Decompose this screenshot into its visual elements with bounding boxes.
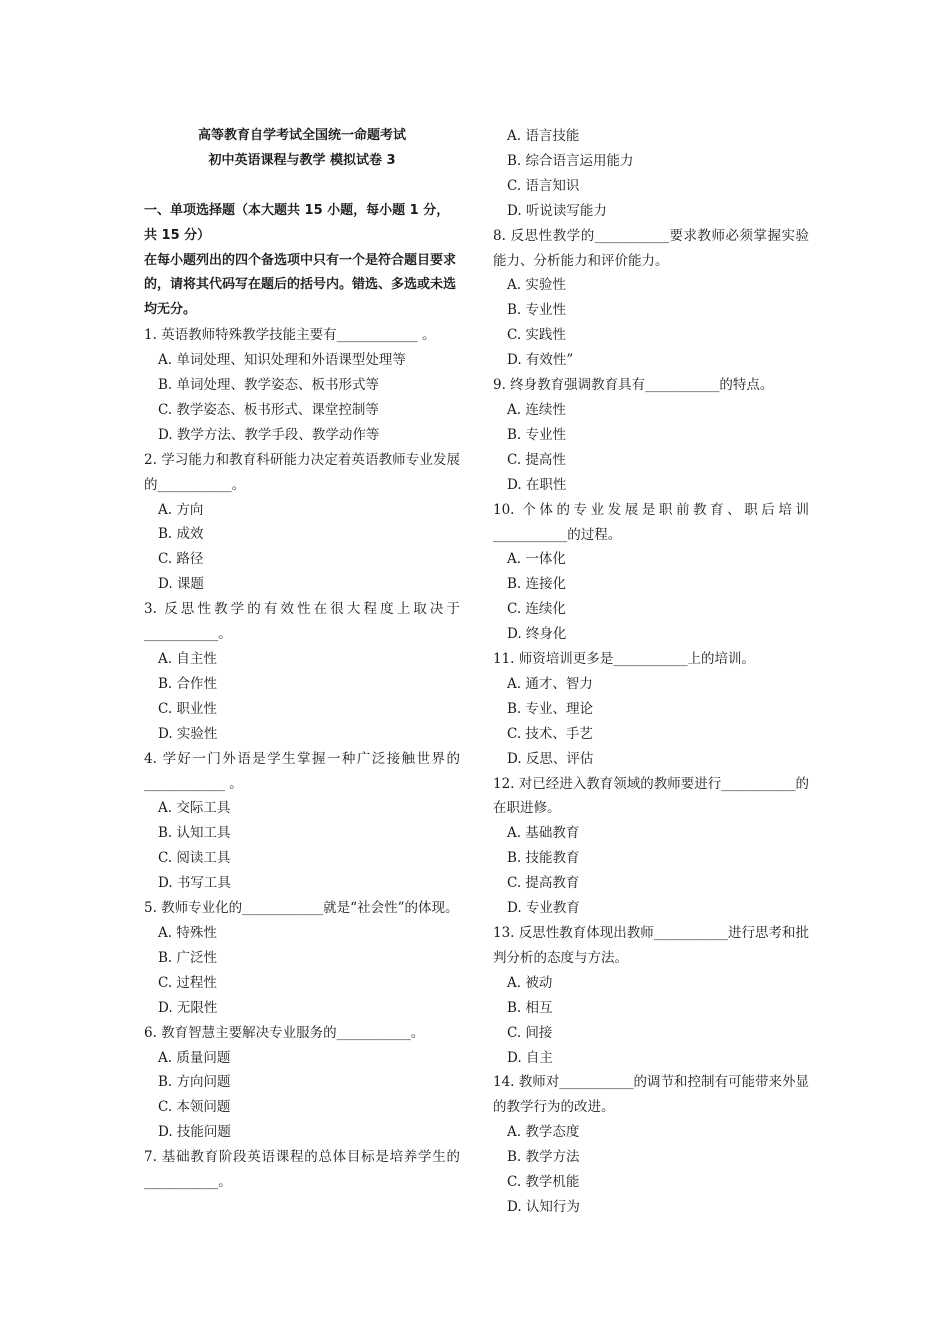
question-item <box>493 498 809 647</box>
question-stem: 6. 教育智慧主要解决专业服务的___________。 <box>144 1024 425 1041</box>
answer-option: D. 终身化 <box>507 626 567 643</box>
question-item <box>493 772 809 921</box>
right-column <box>493 124 809 1220</box>
question-item <box>144 597 460 746</box>
answer-option: B. 认知工具 <box>158 825 231 842</box>
answer-option: D. 无限性 <box>158 999 218 1016</box>
right-question-list <box>493 124 809 1220</box>
answer-option: A. 连续性 <box>507 401 566 418</box>
answer-option: A. 基础教育 <box>507 825 580 842</box>
question-item <box>493 1070 809 1219</box>
answer-option: D. 技能问题 <box>158 1124 231 1141</box>
question-stem: 8. 反思性教学的___________要求教师必须掌握实验能力、分析能力和评价能力。 <box>493 227 809 269</box>
answer-option: B. 合作性 <box>158 675 218 692</box>
question-item <box>493 921 809 1070</box>
question-item <box>493 224 809 373</box>
answer-option: B. 成效 <box>158 526 204 543</box>
answer-option: B. 连接化 <box>507 576 567 593</box>
question-stem: 13. 反思性教育体现出教师___________进行思考和批判分析的态度与方法。 <box>493 925 810 966</box>
question-stem: 5. 教师专业化的____________就是“社会性”的体现。 <box>144 900 459 917</box>
left-column <box>144 124 460 1195</box>
answer-option: B. 综合语言运用能力 <box>507 152 634 169</box>
question-stem: 10. 个体的专业发展是职前教育、职后培训___________的过程。 <box>493 501 809 543</box>
answer-option: B. 单词处理、教学姿态、板书形式等 <box>158 377 380 394</box>
question-item <box>144 323 460 448</box>
answer-option: D. 认知行为 <box>507 1198 580 1215</box>
question-stem: 9. 终身教育强调教育具有___________的特点。 <box>493 377 774 394</box>
question-item <box>144 448 460 597</box>
answer-option: A. 单词处理、知识处理和外语课型处理等 <box>158 352 406 369</box>
answer-option: C. 过程性 <box>158 974 217 991</box>
answer-option: C. 实践性 <box>507 327 566 344</box>
answer-option: A. 通才、智力 <box>507 675 593 692</box>
answer-option: A. 特殊性 <box>158 924 217 941</box>
question-stem: 1. 英语教师特殊教学技能主要有____________ 。 <box>144 327 436 344</box>
answer-option: D. 听说读写能力 <box>507 202 607 219</box>
answer-option: A. 教学态度 <box>507 1124 580 1141</box>
answer-option: C. 教学姿态、板书形式、课堂控制等 <box>158 401 379 418</box>
answer-option: D. 有效性” <box>507 352 574 369</box>
answer-option: B. 相互 <box>507 999 553 1016</box>
answer-option: D. 反思、评估 <box>507 750 594 767</box>
answer-option: C. 连续化 <box>507 601 566 618</box>
answer-option: D. 书写工具 <box>158 875 231 892</box>
answer-option: B. 方向问题 <box>158 1074 231 1091</box>
question-stem: 3. 反思性教学的有效性在很大程度上取决于___________。 <box>144 601 460 643</box>
left-question-list <box>144 323 460 1195</box>
answer-option: C. 提高教育 <box>507 875 580 892</box>
answer-option: A. 实验性 <box>507 277 566 294</box>
answer-option: D. 自主 <box>507 1049 553 1066</box>
answer-option: C. 提高性 <box>507 451 566 468</box>
answer-option: B. 技能教育 <box>507 850 580 867</box>
answer-option: D. 在职性 <box>507 476 567 493</box>
answer-option: C. 技术、手艺 <box>507 725 593 742</box>
answer-option: D. 实验性 <box>158 725 218 742</box>
answer-option: B. 广泛性 <box>158 949 218 966</box>
question-item <box>144 896 460 1021</box>
answer-option: C. 职业性 <box>158 700 217 717</box>
question-stem: 2. 学习能力和教育科研能力决定着英语教师专业发展的___________。 <box>144 451 460 493</box>
question-item <box>493 124 809 224</box>
question-item <box>493 647 809 772</box>
answer-option: A. 被动 <box>507 974 553 991</box>
question-item <box>144 747 460 896</box>
answer-option: D. 课题 <box>158 576 204 593</box>
section-heading: 一、单项选择题（本大题共 15 小题，每小题 1 分，共 15 分） <box>144 202 450 243</box>
answer-option: B. 专业性 <box>507 302 567 319</box>
question-stem: 11. 师资培训更多是___________上的培训。 <box>493 651 756 668</box>
question-stem: 14. 教师对___________的调节和控制有可能带来外显的教学行为的改进。 <box>493 1074 810 1116</box>
question-stem: 7. 基础教育阶段英语课程的总体目标是培养学生的___________。 <box>144 1149 460 1191</box>
answer-option: A. 一体化 <box>507 551 566 568</box>
question-stem: 12. 对已经进入教育领域的教师要进行___________的在职进修。 <box>493 775 810 817</box>
exam-title: 高等教育自学考试全国统一命题考试 <box>197 128 406 143</box>
answer-option: C. 阅读工具 <box>158 850 231 867</box>
question-item <box>144 1021 460 1146</box>
answer-option: C. 路径 <box>158 551 204 568</box>
question-item <box>493 373 809 498</box>
instructions: 在每小题列出的四个备选项中只有一个是符合题目要求的，请将其代码写在题后的括号内。错选、多选或未选均无分。 <box>144 252 457 318</box>
answer-option: A. 质量问题 <box>158 1049 231 1066</box>
answer-option: D. 专业教育 <box>507 900 580 917</box>
exam-subtitle: 初中英语课程与教学 模拟试卷 3 <box>208 152 396 168</box>
answer-option: A. 方向 <box>158 501 204 518</box>
answer-option: D. 教学方法、教学手段、教学动作等 <box>158 426 380 443</box>
spacer <box>144 174 460 199</box>
question-item <box>144 1145 460 1195</box>
answer-option: B. 专业、理论 <box>507 700 594 717</box>
answer-option: C. 间接 <box>507 1024 553 1041</box>
answer-option: A. 自主性 <box>158 651 217 668</box>
answer-option: C. 本领问题 <box>158 1099 231 1116</box>
answer-option: B. 专业性 <box>507 426 567 443</box>
answer-option: A. 语言技能 <box>507 128 580 144</box>
answer-option: B. 教学方法 <box>507 1149 580 1166</box>
question-stem: 4. 学好一门外语是学生掌握一种广泛接触世界的____________ 。 <box>144 750 460 792</box>
answer-option: C. 语言知识 <box>507 177 580 194</box>
answer-option: C. 教学机能 <box>507 1174 580 1191</box>
answer-option: A. 交际工具 <box>158 800 231 817</box>
